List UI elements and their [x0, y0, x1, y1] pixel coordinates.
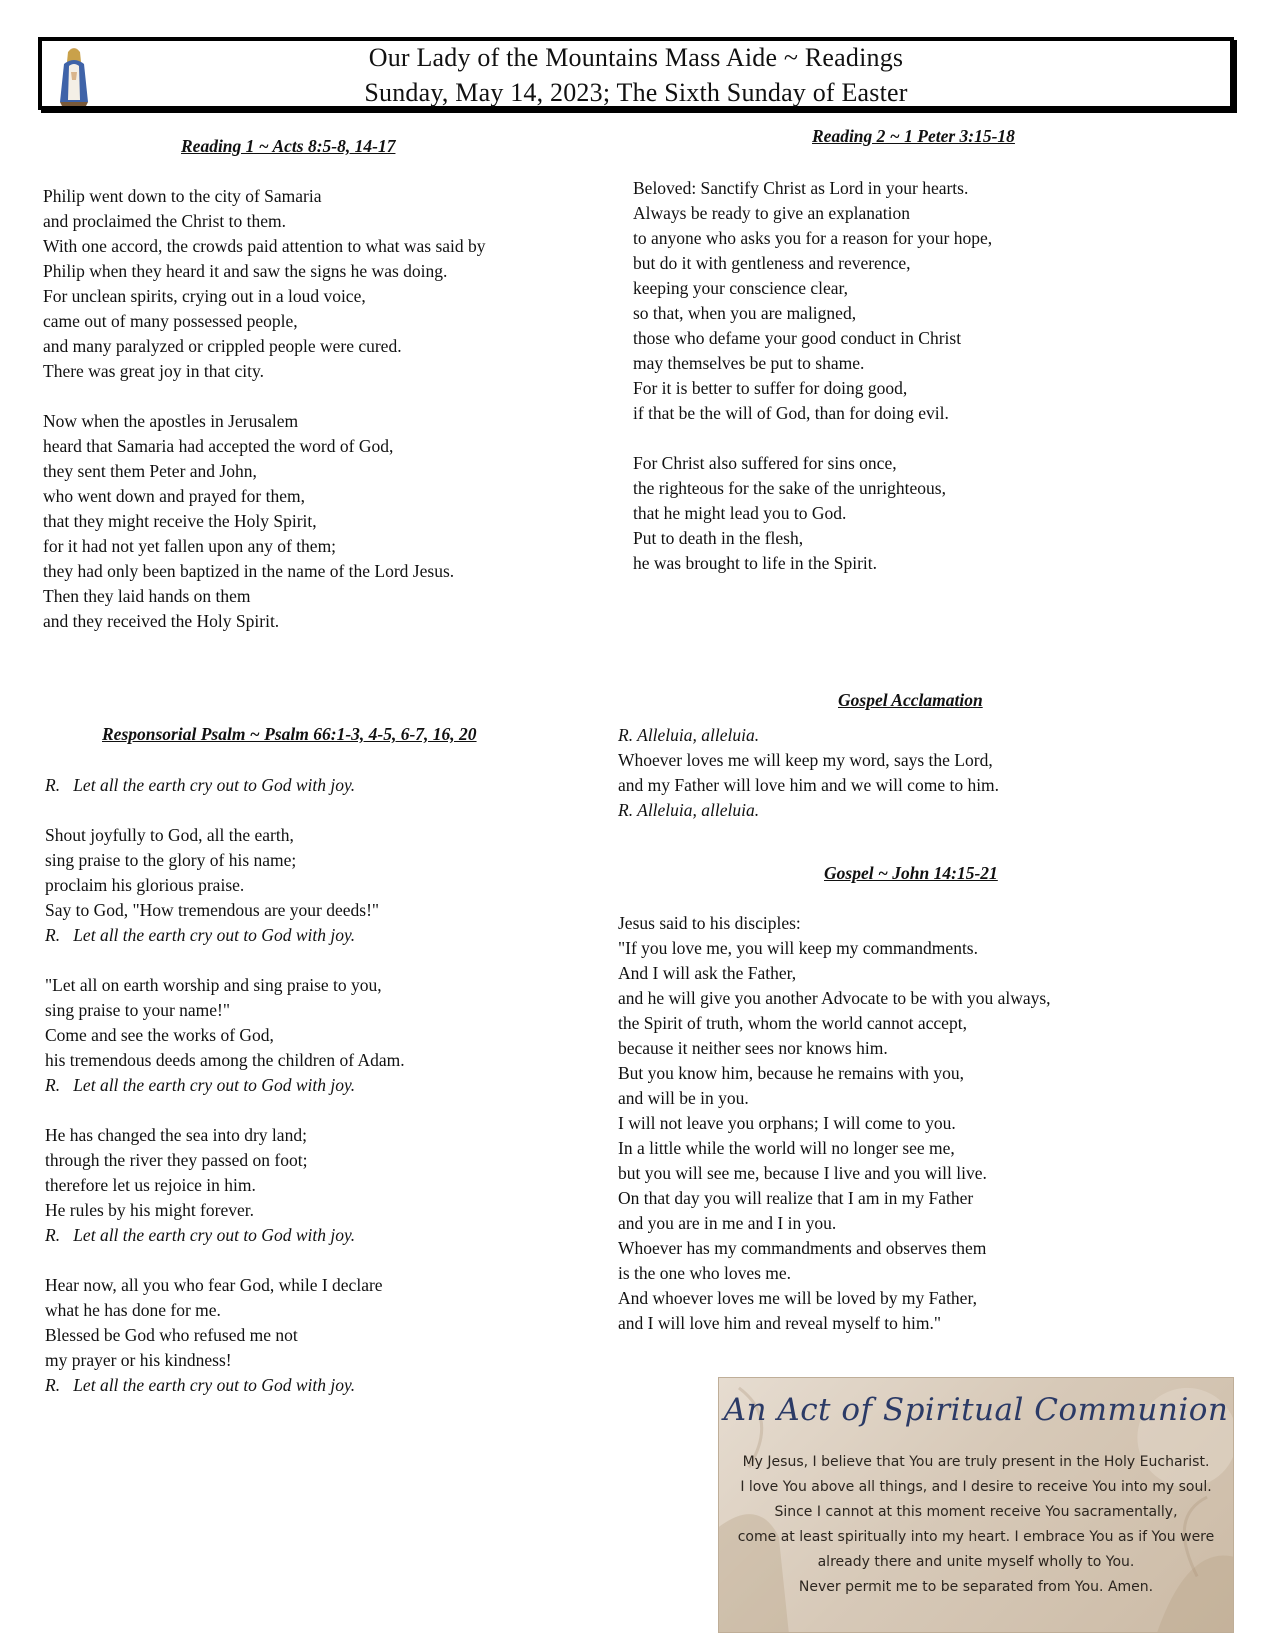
gospel-line: the Spirit of truth, whom the world cannot accept, [618, 1013, 967, 1033]
acclamation-text [618, 723, 999, 823]
reading2-line: that he might lead you to God. [633, 503, 847, 523]
reading2-line: Beloved: Sanctify Christ as Lord in your hearts. [633, 178, 969, 198]
title-line-1: Our Lady of the Mountains Mass Aide ~ Readings [368, 43, 904, 72]
reading2-line: Always be ready to give an explanation [633, 203, 910, 223]
gospel-line: I will not leave you orphans; I will come to you. [618, 1113, 956, 1133]
psalm-line: proclaim his glorious praise. [45, 875, 245, 895]
reading1-line: for it had not yet fallen upon any of them; [43, 536, 337, 556]
reading1-line: There was great joy in that city. [43, 361, 264, 381]
reading2-line: For Christ also suffered for sins once, [633, 453, 897, 473]
gospel-line: Jesus said to his disciples: [618, 913, 801, 933]
psalm-line: what he has done for me. [45, 1300, 221, 1320]
psalm-line: therefore let us rejoice in him. [45, 1175, 256, 1195]
reading2-text [633, 176, 992, 576]
reading1-line: they had only been baptized in the name of the Lord Jesus. [43, 561, 455, 581]
spiritual-communion-title: An Act of Spiritual Communion [723, 1392, 1229, 1428]
prayer-line: come at least spiritually into my heart. I embrace You as if You were [737, 1529, 1215, 1545]
gospel-line: In a little while the world will no longer see me, [618, 1138, 955, 1158]
psalm-line: Say to God, "How tremendous are your deeds!" [45, 900, 380, 920]
header-box [38, 37, 1234, 110]
psalm-line: his tremendous deeds among the children of Adam. [45, 1050, 405, 1070]
prayer-line: My Jesus, I believe that You are truly present in the Holy Eucharist. [742, 1454, 1210, 1470]
reading2-line: he was brought to life in the Spirit. [633, 553, 877, 573]
reading2-line: those who defame your good conduct in Christ [633, 328, 962, 348]
psalm-heading: Responsorial Psalm ~ Psalm 66:1-3, 4-5, 6-7, 16, 20 [102, 724, 477, 744]
gospel-line: On that day you will realize that I am in my Father [618, 1188, 974, 1208]
gospel-line: And whoever loves me will be loved by my Father, [618, 1288, 977, 1308]
psalm-line: sing praise to the glory of his name; [45, 850, 297, 870]
psalm-response: R. Let all the earth cry out to God with joy. [45, 775, 356, 795]
reading2-line: For it is better to suffer for doing good, [633, 378, 908, 398]
psalm-line: sing praise to your name!" [45, 1000, 231, 1020]
prayer-line: I love You above all things, and I desire to receive You into my soul. [740, 1479, 1212, 1495]
reading1-line: that they might receive the Holy Spirit, [43, 511, 317, 531]
title-line-2: Sunday, May 14, 2023; The Sixth Sunday of Easter [364, 78, 908, 107]
reading1-line: Then they laid hands on them [43, 586, 251, 606]
gospel-heading: Gospel ~ John 14:15-21 [824, 863, 998, 883]
acclamation-heading: Gospel Acclamation [838, 690, 983, 710]
gospel-line: and he will give you another Advocate to be with you always, [618, 988, 1051, 1008]
reading2-line: Put to death in the flesh, [633, 528, 804, 548]
spiritual-communion-card [718, 1377, 1234, 1633]
psalm-line: He rules by his might forever. [45, 1200, 254, 1220]
gospel-line: is the one who loves me. [618, 1263, 792, 1283]
gospel-line: Whoever has my commandments and observes them [618, 1238, 987, 1258]
reading2-line: to anyone who asks you for a reason for your hope, [633, 228, 993, 248]
prayer-line: Never permit me to be separated from You. Amen. [798, 1579, 1154, 1595]
psalm-line: Hear now, all you who fear God, while I declare [45, 1275, 383, 1295]
reading2-line: keeping your conscience clear, [633, 278, 849, 298]
reading1-text [43, 184, 486, 634]
gospel-line: But you know him, because he remains with you, [618, 1063, 965, 1083]
reading1-line: heard that Samaria had accepted the word of God, [43, 436, 394, 456]
gospel-line: and I will love him and reveal myself to him." [618, 1313, 942, 1333]
psalm-response: R. Let all the earth cry out to God with joy. [45, 925, 356, 945]
reading1-line: With one accord, the crowds paid attention to what was said by [43, 236, 486, 256]
psalm-line: Blessed be God who refused me not [45, 1325, 298, 1345]
psalm-text [45, 773, 405, 1398]
psalm-line: my prayer or his kindness! [45, 1350, 232, 1370]
prayer-line: Since I cannot at this moment receive You sacramentally, [774, 1504, 1178, 1520]
psalm-line: "Let all on earth worship and sing praise to you, [45, 975, 382, 995]
reading2-line: but do it with gentleness and reverence, [633, 253, 911, 273]
gospel-line: and you are in me and I in you. [618, 1213, 837, 1233]
psalm-line: Come and see the works of God, [45, 1025, 274, 1045]
reading2-line: so that, when you are maligned, [633, 303, 857, 323]
psalm-line: through the river they passed on foot; [45, 1150, 308, 1170]
reading1-line: and proclaimed the Christ to them. [43, 211, 287, 231]
reading2-line: if that be the will of God, than for doing evil. [633, 403, 949, 423]
psalm-line: Shout joyfully to God, all the earth, [45, 825, 294, 845]
reading2-line: the righteous for the sake of the unrighteous, [633, 478, 946, 498]
gospel-line: but you will see me, because I live and you will live. [618, 1163, 987, 1183]
acclamation-line: and my Father will love him and we will come to him. [618, 775, 1000, 795]
psalm-response: R. Let all the earth cry out to God with joy. [45, 1375, 356, 1395]
prayer-line: already there and unite myself wholly to You. [817, 1554, 1135, 1570]
reading1-line: and they received the Holy Spirit. [43, 611, 280, 631]
psalm-response: R. Let all the earth cry out to God with joy. [45, 1075, 356, 1095]
reading2-line: may themselves be put to shame. [633, 353, 865, 373]
reading1-line: and many paralyzed or crippled people were cured. [43, 336, 402, 356]
reading1-line: they sent them Peter and John, [43, 461, 257, 481]
gospel-line: and will be in you. [618, 1088, 749, 1108]
reading1-line: Philip when they heard it and saw the signs he was doing. [43, 261, 448, 281]
reading1-line: who went down and prayed for them, [43, 486, 305, 506]
acclamation-line: Whoever loves me will keep my word, says the Lord, [618, 750, 993, 770]
spiritual-communion-prayer [729, 1450, 1223, 1600]
gospel-line: "If you love me, you will keep my commandments. [618, 938, 978, 958]
gospel-line: And I will ask the Father, [618, 963, 797, 983]
reading1-line: Now when the apostles in Jerusalem [43, 411, 299, 431]
reading1-heading: Reading 1 ~ Acts 8:5-8, 14-17 [181, 136, 396, 156]
psalm-line: He has changed the sea into dry land; [45, 1125, 307, 1145]
alleluia-line: R. Alleluia, alleluia. [618, 800, 760, 820]
alleluia-line: R. Alleluia, alleluia. [618, 725, 760, 745]
reading1-line: came out of many possessed people, [43, 311, 298, 331]
psalm-response: R. Let all the earth cry out to God with joy. [45, 1225, 356, 1245]
gospel-line: because it neither sees nor knows him. [618, 1038, 888, 1058]
reading1-line: Philip went down to the city of Samaria [43, 186, 322, 206]
reading1-line: For unclean spirits, crying out in a loud voice, [43, 286, 366, 306]
gospel-text [618, 911, 1051, 1336]
reading2-heading: Reading 2 ~ 1 Peter 3:15-18 [812, 126, 1015, 146]
